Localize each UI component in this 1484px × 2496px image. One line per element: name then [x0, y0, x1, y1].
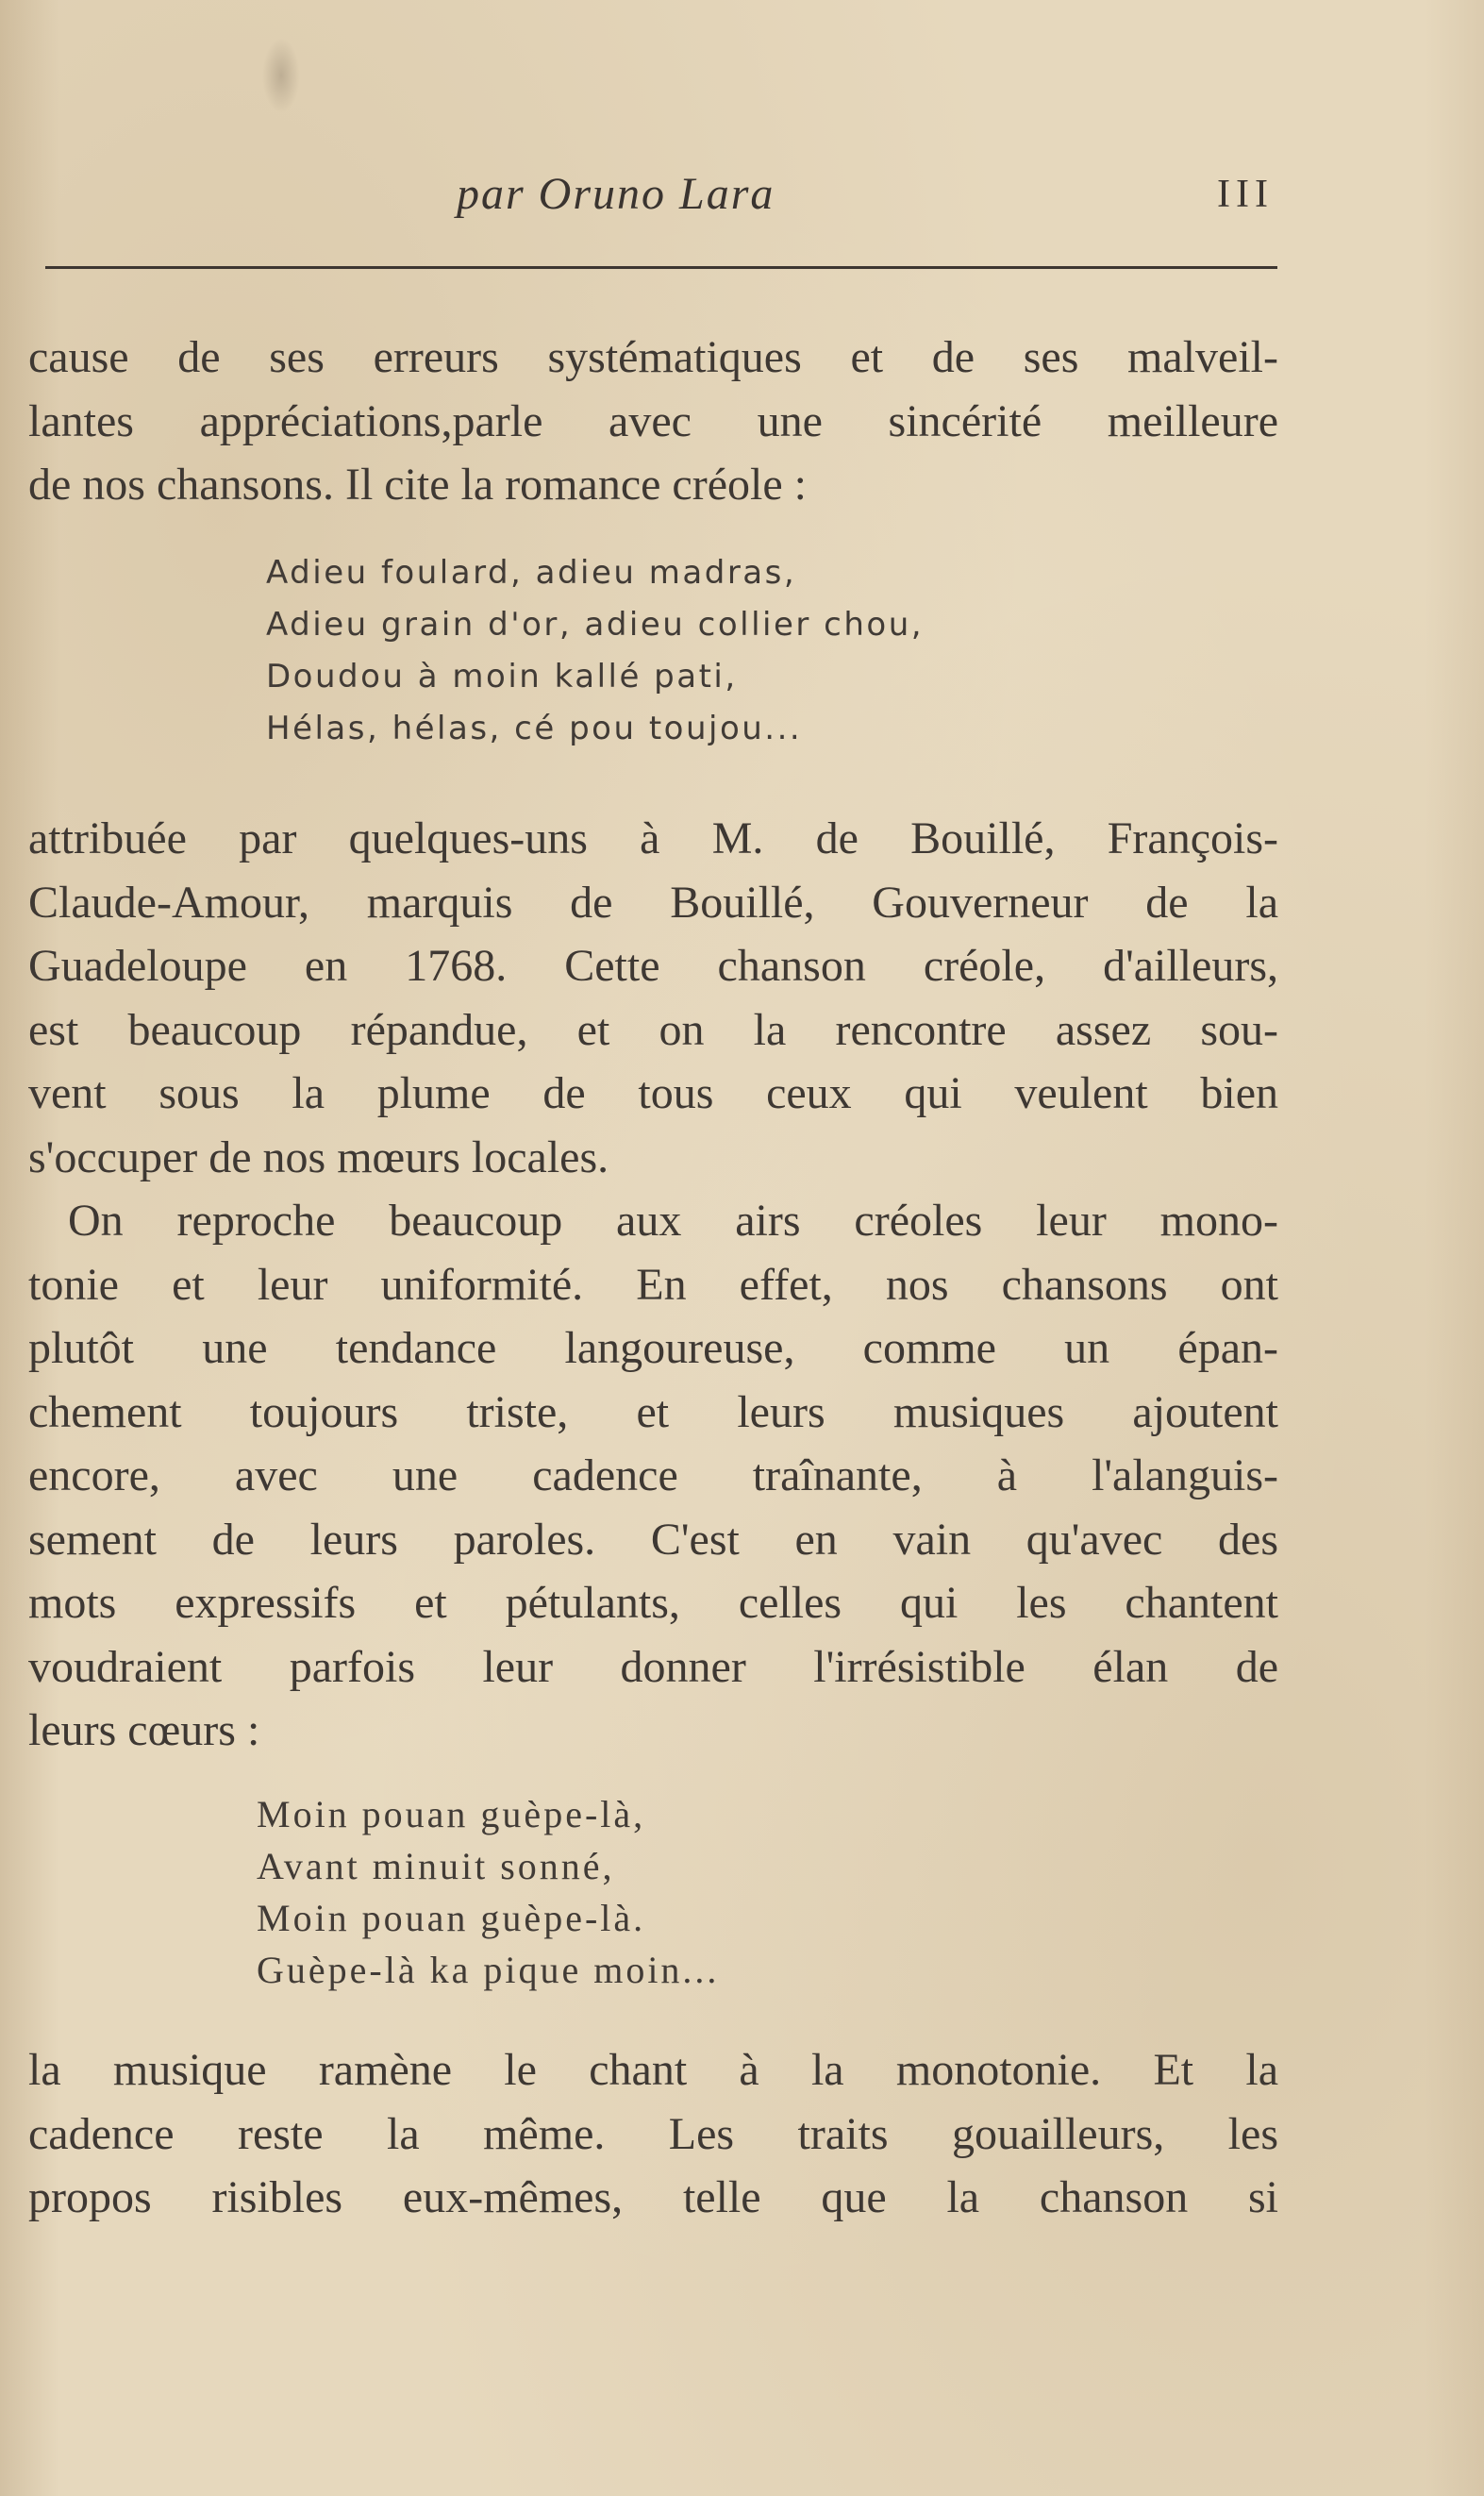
- text-line: voudraient parfois leur donner l'irrésistible élan de: [28, 1641, 1278, 1692]
- text-line: vent sous la plume de tous ceux qui veulent bien: [28, 1068, 1278, 1118]
- text-line: chement toujours triste, et leurs musiques ajoutent: [28, 1386, 1278, 1437]
- text-line: propos risibles eux-mêmes, telle que la chanson si: [28, 2172, 1278, 2222]
- header-rule: [45, 266, 1277, 269]
- verse-line: Adieu grain d'or, adieu collier chou,: [266, 606, 925, 644]
- text-line: encore, avec une cadence traînante, à l'alanguis-: [28, 1450, 1278, 1500]
- paragraph-1: [28, 326, 1278, 517]
- verse-line: Doudou à moin kallé pati,: [266, 658, 738, 695]
- text-line: est beaucoup répandue, et on la rencontre assez sou-: [28, 1004, 1278, 1055]
- text-line: On reproche beaucoup aux airs créoles leur mono-: [68, 1196, 1278, 1246]
- text-line: la musique ramène le chant à la monotonie. Et la: [28, 2045, 1278, 2095]
- verse-quote-1: [266, 547, 924, 755]
- text-line: attribuée par quelques-uns à M. de Bouillé, François-: [28, 813, 1278, 863]
- text-line: mots expressifs et pétulants, celles qui les chantent: [28, 1578, 1278, 1628]
- text-line: tonie et leur uniformité. En effet, nos chansons ont: [28, 1259, 1278, 1310]
- verse-line: Moin pouan guèpe-là.: [257, 1897, 646, 1939]
- text-line: Guadeloupe en 1768. Cette chanson créole, d'ailleurs,: [28, 941, 1278, 991]
- paragraph-2: [28, 807, 1278, 1763]
- verse-line: Hélas, hélas, cé pou toujou...: [266, 710, 803, 747]
- ink-smudge: [262, 38, 300, 113]
- paragraph-4: [28, 2038, 1278, 2230]
- page-header: [0, 168, 1484, 234]
- verse-line: Adieu foulard, adieu madras,: [266, 554, 797, 592]
- text-line: plutôt une tendance langoureuse, comme un épan-: [28, 1323, 1278, 1373]
- text-line: cause de ses erreurs systématiques et de ses malveil-: [28, 332, 1278, 382]
- verse-quote-2: [257, 1788, 719, 1996]
- verse-line: Moin pouan guèpe-là,: [257, 1793, 646, 1835]
- page-number: III: [1217, 173, 1274, 216]
- text-line: s'occuper de nos mœurs locales.: [28, 1131, 609, 1182]
- text-line: lantes appréciations,parle avec une sincérité meilleure: [28, 395, 1278, 446]
- verse-line: Guèpe-là ka pique moin...: [257, 1949, 720, 1991]
- text-line: cadence reste la même. Les traits gouailleurs, les: [28, 2108, 1278, 2159]
- running-title: par Oruno Lara: [457, 169, 775, 219]
- text-line: leurs cœurs :: [28, 1705, 260, 1755]
- verse-line: Avant minuit sonné,: [257, 1845, 615, 1887]
- text-line: de nos chansons. Il cite la romance créole :: [28, 460, 807, 510]
- text-line: sement de leurs paroles. C'est en vain qu'avec des: [28, 1514, 1278, 1565]
- text-line: Claude-Amour, marquis de Bouillé, Gouverneur de la: [28, 877, 1278, 928]
